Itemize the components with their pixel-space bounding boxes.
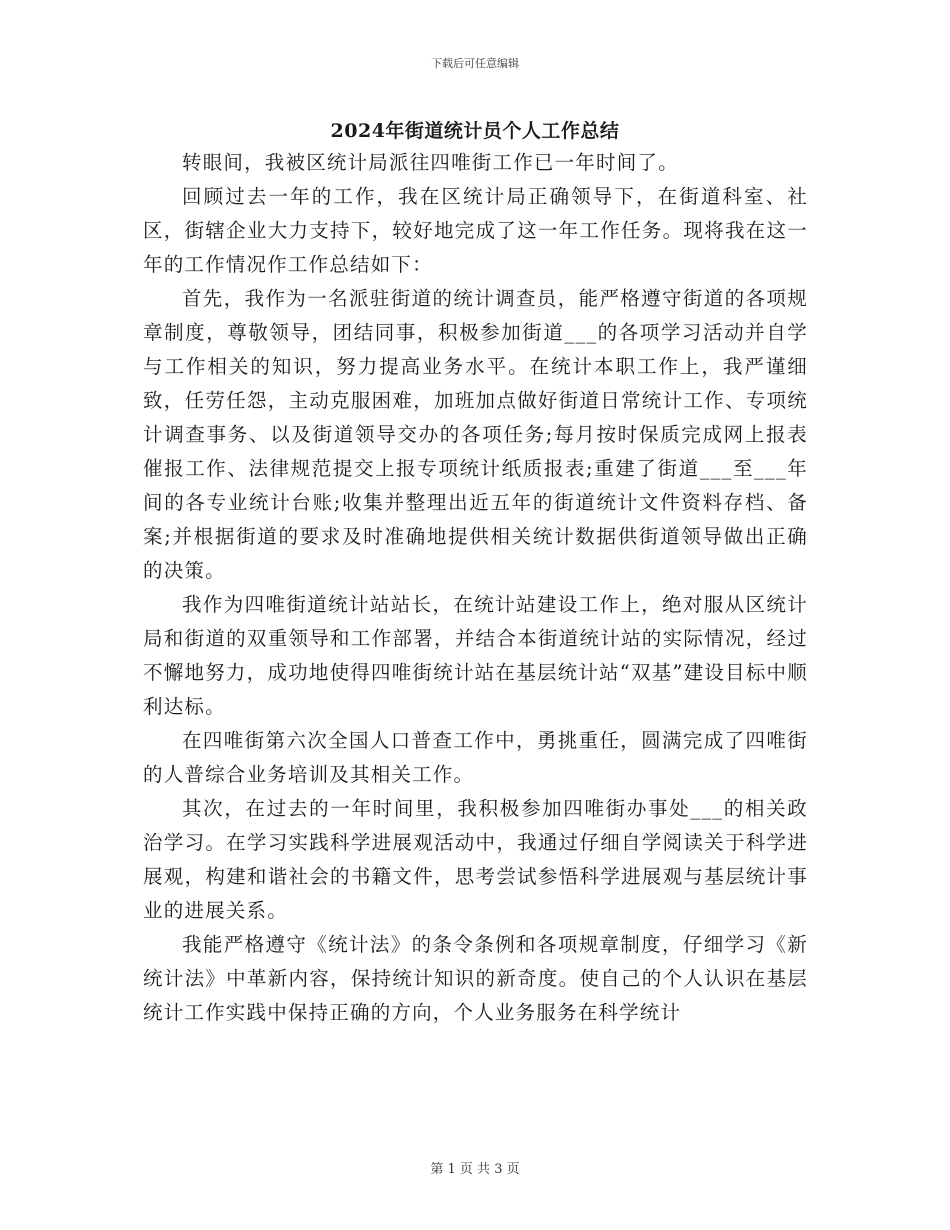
paragraph: 我能严格遵守《统计法》的条令条例和各项规章制度，仔细学习《新统计法》中革新内容，保持统计知识的新奇度。使自己的个人认识在基层统计工作实践中保持正确的方向，个人业务服务在科学统计 xyxy=(143,933,808,1024)
paragraph: 其次，在过去的一年时间里，我积极参加四唯街办事处___的相关政治学习。在学习实践科学进展观活动中，我通过仔细自学阅读关于科学进展观，构建和谐社会的书籍文件，思考尝试参悟科学进展观与基层统计事业的进展关系。 xyxy=(143,797,808,922)
paragraph: 转眼间，我被区统计局派往四唯街工作已一年时间了。 xyxy=(182,151,679,174)
page-header-note: 下载后可任意编辑 xyxy=(431,57,519,70)
document-title: 2024年街道统计员个人工作总结 xyxy=(330,120,620,142)
page-number-footer: 第 1 页 共 3 页 xyxy=(430,1162,520,1177)
paragraph: 我作为四唯街道统计站站长，在统计站建设工作上，绝对服从区统计局和街道的双重领导和工作部署，并结合本街道统计站的实际情况，经过不懈地努力，成功地使得四唯街统计站在基层统计站“双基”建设目标中顺利达标。 xyxy=(143,593,808,718)
document-body xyxy=(143,146,808,1030)
paragraph: 首先，我作为一名派驻街道的统计调查员，能严格遵守街道的各项规章制度，尊敬领导，团结同事，积极参加街道___的各项学习活动并自学与工作相关的知识，努力提高业务水平。在统计本职工作上，我严谨细致，任劳任怨，主动克服困难，加班加点做好街道日常统计工作、专项统计调查事务、以及街道领导交办的各项任务;每月按时保质完成网上报表催报工作、法律规范提交上报专项统计纸质报表;重建了街道___至___年间的各专业统计台账;收集并整理出近五年的街道统计文件资料存档、备案;并根据街道的要求及时准确地提供相关统计数据供街道领导做出正确的决策。 xyxy=(143,287,808,582)
paragraph: 回顾过去一年的工作，我在区统计局正确领导下，在街道科室、社区，街辖企业大力支持下，较好地完成了这一年工作任务。现将我在这一年的工作情况作工作总结如下： xyxy=(143,185,808,276)
paragraph: 在四唯街第六次全国人口普查工作中，勇挑重任，圆满完成了四唯街的人普综合业务培训及其相关工作。 xyxy=(143,729,808,786)
